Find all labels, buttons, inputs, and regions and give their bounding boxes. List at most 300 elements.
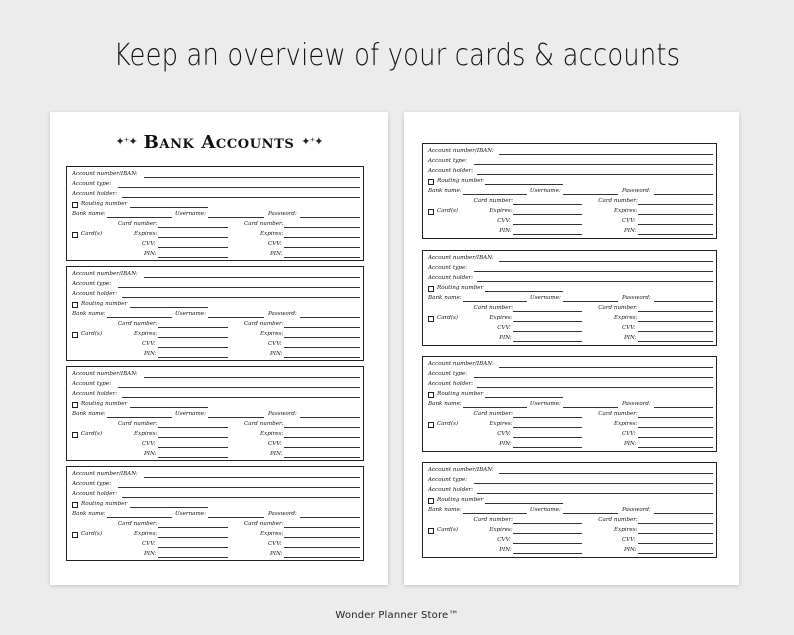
account-holder-field[interactable]: [477, 380, 713, 388]
page-title: [50, 132, 388, 153]
card-number-label: Card number:: [473, 198, 514, 204]
routing-number-label: Routing number: [437, 285, 484, 291]
card-number-label: Card number:: [473, 517, 514, 523]
footer-brand: Wonder Planner Store™: [335, 610, 459, 621]
card-number-field[interactable]: [158, 420, 228, 428]
cvv-label-2: CVV:: [621, 431, 636, 437]
expires-field[interactable]: [513, 207, 582, 215]
card-number-label-2: Card number:: [244, 221, 284, 227]
routing-number-field[interactable]: [130, 400, 208, 408]
bank-name-field[interactable]: [107, 510, 172, 518]
expires-field-2[interactable]: [638, 526, 713, 534]
routing-number-field[interactable]: [485, 177, 562, 185]
cvv-label: CVV:: [497, 325, 511, 331]
account-type-field[interactable]: [118, 280, 360, 288]
card-number-row: [72, 420, 358, 430]
account-number-field[interactable]: [499, 360, 713, 368]
account-type-field[interactable]: [474, 157, 713, 165]
bank-name-field[interactable]: [107, 310, 172, 318]
bank-login-row: [428, 506, 711, 516]
card-number-label: Card number:: [118, 521, 158, 527]
username-field[interactable]: [563, 187, 618, 195]
cards-checkbox[interactable]: [428, 209, 434, 215]
bank-login-row: [428, 294, 711, 304]
cvv-row: [428, 430, 711, 440]
pin-label-2: PIN:: [270, 451, 283, 457]
right-page: [404, 112, 739, 585]
cvv-field-2[interactable]: [284, 540, 360, 548]
cvv-field[interactable]: [513, 430, 582, 438]
expires-field[interactable]: [158, 530, 228, 538]
cvv-field-2[interactable]: [638, 324, 713, 332]
account-holder-label: Account holder:: [72, 191, 118, 197]
card-number-field[interactable]: [158, 320, 228, 328]
bank-login-row: [72, 210, 358, 220]
bank-name-label: Bank name:: [428, 295, 462, 301]
pin-field[interactable]: [158, 550, 228, 558]
sparkle-right-icon: ✦⁺✦: [301, 135, 323, 148]
cvv-row: [428, 536, 711, 546]
bank-name-field[interactable]: [463, 400, 527, 408]
routing-number-row: [72, 400, 358, 410]
account-number-row: [72, 170, 358, 180]
account-block: [422, 250, 717, 346]
cards-label: Card(s): [437, 315, 459, 321]
sparkle-left-icon: ✦⁺✦: [115, 135, 137, 148]
pin-label-2: PIN:: [270, 251, 283, 257]
account-holder-row: [72, 190, 358, 200]
cvv-row: [72, 340, 358, 350]
card-number-field[interactable]: [513, 304, 582, 312]
expires-field-2[interactable]: [638, 207, 713, 215]
routing-number-label: Routing number: [437, 391, 484, 397]
password-field[interactable]: [654, 294, 713, 302]
expires-row: [72, 230, 358, 240]
password-label: Password:: [621, 401, 651, 407]
pin-row: [72, 450, 358, 460]
bank-name-label: Bank name:: [72, 311, 106, 317]
cvv-field[interactable]: [513, 217, 582, 225]
routing-number-field[interactable]: [485, 284, 562, 292]
cvv-label-2: CVV:: [268, 341, 282, 347]
cvv-field-2[interactable]: [284, 340, 360, 348]
card-number-field-2[interactable]: [638, 197, 713, 205]
account-type-field[interactable]: [474, 264, 713, 272]
expires-label: Expires:: [489, 527, 513, 533]
bank-name-label: Bank name:: [72, 411, 106, 417]
pin-label-2: PIN:: [270, 551, 283, 557]
account-block: [66, 166, 364, 261]
username-field[interactable]: [208, 310, 264, 318]
expires-row: [72, 530, 358, 540]
cvv-field-2[interactable]: [638, 536, 713, 544]
account-number-label: Account number/IBAN:: [72, 371, 138, 377]
card-number-field-2[interactable]: [638, 304, 713, 312]
routing-number-checkbox[interactable]: [72, 502, 78, 508]
account-number-field[interactable]: [144, 370, 360, 378]
cvv-label: CVV:: [142, 241, 156, 247]
card-number-row: [72, 320, 358, 330]
pin-label: PIN:: [144, 451, 157, 457]
password-label: Password:: [621, 295, 651, 301]
routing-number-checkbox[interactable]: [428, 286, 434, 292]
pin-label-2: PIN:: [623, 335, 637, 341]
expires-label: Expires:: [134, 531, 158, 537]
bank-name-label: Bank name:: [72, 511, 106, 517]
card-number-field-2[interactable]: [638, 516, 713, 524]
cards-checkbox[interactable]: [428, 422, 434, 428]
expires-field-2[interactable]: [284, 230, 360, 238]
account-number-field[interactable]: [144, 170, 360, 178]
expires-label-2: Expires:: [260, 331, 284, 337]
bank-login-row: [72, 310, 358, 320]
expires-field[interactable]: [513, 526, 582, 534]
cards-checkbox[interactable]: [72, 332, 78, 338]
account-holder-field[interactable]: [477, 486, 713, 494]
bank-name-field[interactable]: [463, 506, 527, 514]
account-holder-row: [428, 380, 711, 390]
cvv-label: CVV:: [497, 431, 511, 437]
username-field[interactable]: [208, 210, 264, 218]
username-field[interactable]: [563, 400, 618, 408]
expires-label-2: Expires:: [614, 421, 638, 427]
password-field[interactable]: [654, 187, 713, 195]
pin-row: [72, 550, 358, 560]
expires-label: Expires:: [134, 231, 158, 237]
account-type-field[interactable]: [118, 480, 360, 488]
password-field[interactable]: [654, 400, 713, 408]
account-number-field[interactable]: [499, 254, 713, 262]
account-number-row: [72, 370, 358, 380]
cvv-label: CVV:: [142, 541, 156, 547]
card-number-label: Card number:: [118, 221, 158, 227]
account-number-row: [428, 360, 711, 370]
bank-name-field[interactable]: [107, 210, 172, 218]
expires-label-2: Expires:: [614, 315, 638, 321]
password-field[interactable]: [300, 410, 360, 418]
card-number-field-2[interactable]: [284, 220, 360, 228]
account-holder-row: [428, 274, 711, 284]
pin-label: PIN:: [499, 441, 512, 447]
account-type-row: [428, 264, 711, 274]
cvv-row: [72, 440, 358, 450]
expires-field[interactable]: [158, 230, 228, 238]
account-number-label: Account number/IBAN:: [428, 148, 494, 154]
pin-field[interactable]: [158, 250, 228, 258]
account-type-row: [72, 280, 358, 290]
username-field[interactable]: [563, 294, 618, 302]
account-number-row: [428, 466, 711, 476]
routing-number-checkbox[interactable]: [72, 402, 78, 408]
cards-checkbox[interactable]: [72, 432, 78, 438]
expires-label-2: Expires:: [260, 431, 284, 437]
expires-row: [428, 526, 711, 536]
card-number-row: [428, 304, 711, 314]
routing-number-row: [428, 177, 711, 187]
cvv-field[interactable]: [158, 240, 228, 248]
account-type-field[interactable]: [474, 370, 713, 378]
cvv-field-2[interactable]: [284, 240, 360, 248]
cvv-row: [428, 217, 711, 227]
password-field[interactable]: [300, 310, 360, 318]
account-type-row: [72, 480, 358, 490]
cvv-field[interactable]: [158, 540, 228, 548]
bank-name-label: Bank name:: [428, 401, 462, 407]
account-holder-field[interactable]: [122, 190, 360, 198]
cvv-label: CVV:: [497, 537, 511, 543]
pin-field[interactable]: [158, 350, 228, 358]
expires-field[interactable]: [158, 430, 228, 438]
routing-number-field[interactable]: [130, 300, 208, 308]
card-number-field[interactable]: [513, 410, 582, 418]
cards-checkbox[interactable]: [428, 528, 434, 534]
bank-login-row: [72, 410, 358, 420]
username-label: Username:: [529, 188, 561, 194]
bank-name-label: Bank name:: [428, 188, 462, 194]
routing-number-row: [428, 284, 711, 294]
password-label: Password:: [621, 188, 651, 194]
pin-row: [428, 227, 711, 237]
routing-number-checkbox[interactable]: [428, 392, 434, 398]
card-number-field[interactable]: [158, 520, 228, 528]
account-block: [422, 143, 717, 239]
cvv-row: [428, 324, 711, 334]
cvv-field-2[interactable]: [638, 430, 713, 438]
pin-field[interactable]: [513, 440, 582, 448]
account-type-field[interactable]: [118, 380, 360, 388]
expires-row: [428, 420, 711, 430]
routing-number-checkbox[interactable]: [428, 179, 434, 185]
routing-number-field[interactable]: [130, 500, 208, 508]
account-block: [66, 466, 364, 561]
account-number-field[interactable]: [499, 466, 713, 474]
username-label: Username:: [175, 211, 207, 217]
pin-label-2: PIN:: [623, 441, 637, 447]
card-number-label-2: Card number:: [244, 321, 284, 327]
expires-field-2[interactable]: [284, 330, 360, 338]
card-number-field[interactable]: [513, 197, 582, 205]
routing-number-row: [72, 200, 358, 210]
password-field[interactable]: [654, 506, 713, 514]
cards-checkbox[interactable]: [72, 532, 78, 538]
account-holder-field[interactable]: [477, 274, 713, 282]
account-holder-row: [428, 486, 711, 496]
expires-row: [428, 207, 711, 217]
username-label: Username:: [175, 411, 207, 417]
expires-label-2: Expires:: [260, 531, 284, 537]
account-block: [66, 266, 364, 361]
username-field[interactable]: [208, 510, 264, 518]
password-label: Password:: [621, 507, 651, 513]
cvv-label-2: CVV:: [621, 325, 636, 331]
account-number-field[interactable]: [144, 470, 360, 478]
card-number-field[interactable]: [513, 516, 582, 524]
card-number-label: Card number:: [118, 421, 158, 427]
account-number-label: Account number/IBAN:: [428, 467, 494, 473]
expires-field[interactable]: [513, 314, 582, 322]
pin-label: PIN:: [144, 551, 157, 557]
account-holder-field[interactable]: [122, 390, 360, 398]
account-holder-row: [72, 390, 358, 400]
card-number-label-2: Card number:: [244, 521, 284, 527]
pin-field-2[interactable]: [638, 440, 713, 448]
card-number-label: Card number:: [118, 321, 158, 327]
account-type-row: [428, 370, 711, 380]
expires-row: [428, 314, 711, 324]
card-number-field[interactable]: [158, 220, 228, 228]
account-type-field[interactable]: [118, 180, 360, 188]
expires-field[interactable]: [513, 420, 582, 428]
password-label: Password:: [268, 411, 297, 417]
card-number-field-2[interactable]: [284, 320, 360, 328]
account-type-row: [72, 380, 358, 390]
routing-number-checkbox[interactable]: [428, 498, 434, 504]
pin-field-2[interactable]: [284, 250, 360, 258]
routing-number-field[interactable]: [485, 496, 562, 504]
expires-label: Expires:: [489, 208, 513, 214]
cards-checkbox[interactable]: [428, 316, 434, 322]
password-field[interactable]: [300, 510, 360, 518]
routing-number-row: [428, 496, 711, 506]
account-number-row: [72, 470, 358, 480]
account-holder-field[interactable]: [122, 290, 360, 298]
account-number-label: Account number/IBAN:: [72, 471, 138, 477]
account-holder-field[interactable]: [122, 490, 360, 498]
username-label: Username:: [529, 401, 561, 407]
password-label: Password:: [268, 311, 297, 317]
pin-field-2[interactable]: [638, 546, 713, 554]
account-number-row: [428, 147, 711, 157]
account-number-row: [72, 270, 358, 280]
headline: Keep an overview of your cards & accounts: [113, 38, 681, 73]
routing-number-row: [72, 300, 358, 310]
expires-row: [72, 430, 358, 440]
routing-number-label: Routing number: [81, 401, 128, 407]
account-holder-label: Account holder:: [72, 391, 118, 397]
card-number-field-2[interactable]: [638, 410, 713, 418]
pin-field[interactable]: [513, 546, 582, 554]
account-type-label: Account type:: [428, 371, 468, 377]
cards-checkbox[interactable]: [72, 232, 78, 238]
account-number-label: Account number/IBAN:: [72, 271, 138, 277]
pin-field-2[interactable]: [284, 350, 360, 358]
cards-label: Card(s): [81, 531, 103, 537]
pin-row: [72, 250, 358, 260]
card-number-field-2[interactable]: [284, 520, 360, 528]
account-type-label: Account type:: [72, 481, 112, 487]
card-number-row: [428, 516, 711, 526]
account-number-field[interactable]: [144, 270, 360, 278]
bank-login-row: [428, 187, 711, 197]
pin-label-2: PIN:: [623, 547, 637, 553]
cvv-field-2[interactable]: [638, 217, 713, 225]
account-type-row: [428, 476, 711, 486]
account-holder-label: Account holder:: [428, 275, 474, 281]
username-field[interactable]: [563, 506, 618, 514]
card-number-row: [428, 410, 711, 420]
cards-label: Card(s): [81, 431, 103, 437]
routing-number-field[interactable]: [130, 200, 208, 208]
pin-field[interactable]: [158, 450, 228, 458]
routing-number-field[interactable]: [485, 390, 562, 398]
account-type-label: Account type:: [72, 381, 112, 387]
card-number-row: [72, 520, 358, 530]
bank-name-field[interactable]: [107, 410, 172, 418]
account-holder-label: Account holder:: [428, 487, 474, 493]
cvv-field[interactable]: [513, 324, 582, 332]
routing-number-checkbox[interactable]: [72, 302, 78, 308]
expires-label: Expires:: [134, 431, 158, 437]
account-holder-field[interactable]: [477, 167, 713, 175]
pin-row: [428, 334, 711, 344]
routing-number-row: [428, 390, 711, 400]
expires-field-2[interactable]: [638, 314, 713, 322]
routing-number-checkbox[interactable]: [72, 202, 78, 208]
cards-label: Card(s): [437, 527, 459, 533]
pin-field-2[interactable]: [284, 550, 360, 558]
cvv-label: CVV:: [142, 341, 156, 347]
card-number-label-2: Card number:: [598, 517, 638, 523]
pin-label: PIN:: [499, 228, 512, 234]
card-number-row: [428, 197, 711, 207]
account-holder-row: [72, 490, 358, 500]
routing-number-row: [72, 500, 358, 510]
account-type-label: Account type:: [428, 477, 468, 483]
account-holder-label: Account holder:: [428, 168, 474, 174]
cvv-field[interactable]: [513, 536, 582, 544]
expires-field[interactable]: [158, 330, 228, 338]
bank-login-row: [428, 400, 711, 410]
bank-name-field[interactable]: [463, 294, 527, 302]
cvv-field-2[interactable]: [284, 440, 360, 448]
pin-label: PIN:: [499, 335, 512, 341]
cvv-label-2: CVV:: [268, 541, 282, 547]
username-field[interactable]: [208, 410, 264, 418]
routing-number-label: Routing number: [437, 178, 484, 184]
account-holder-row: [72, 290, 358, 300]
expires-field-2[interactable]: [638, 420, 713, 428]
cvv-row: [72, 240, 358, 250]
pin-field[interactable]: [513, 334, 582, 342]
cvv-label-2: CVV:: [268, 441, 282, 447]
cvv-label: CVV:: [142, 441, 156, 447]
cvv-field[interactable]: [158, 440, 228, 448]
account-type-field[interactable]: [474, 476, 713, 484]
account-type-row: [428, 157, 711, 167]
expires-label: Expires:: [134, 331, 158, 337]
pin-field-2[interactable]: [638, 227, 713, 235]
account-number-label: Account number/IBAN:: [428, 255, 494, 261]
pin-field[interactable]: [513, 227, 582, 235]
pin-field-2[interactable]: [284, 450, 360, 458]
account-number-field[interactable]: [499, 147, 713, 155]
expires-field-2[interactable]: [284, 430, 360, 438]
card-number-field-2[interactable]: [284, 420, 360, 428]
expires-field-2[interactable]: [284, 530, 360, 538]
account-holder-row: [428, 167, 711, 177]
bank-name-field[interactable]: [463, 187, 527, 195]
page-title-text: Bank Accounts: [143, 132, 295, 153]
cards-label: Card(s): [81, 331, 103, 337]
pin-field-2[interactable]: [638, 334, 713, 342]
routing-number-label: Routing number: [81, 301, 128, 307]
password-field[interactable]: [300, 210, 360, 218]
pin-label-2: PIN:: [623, 228, 637, 234]
cvv-field[interactable]: [158, 340, 228, 348]
username-label: Username:: [175, 311, 207, 317]
pin-label: PIN:: [144, 351, 157, 357]
expires-label-2: Expires:: [260, 231, 284, 237]
